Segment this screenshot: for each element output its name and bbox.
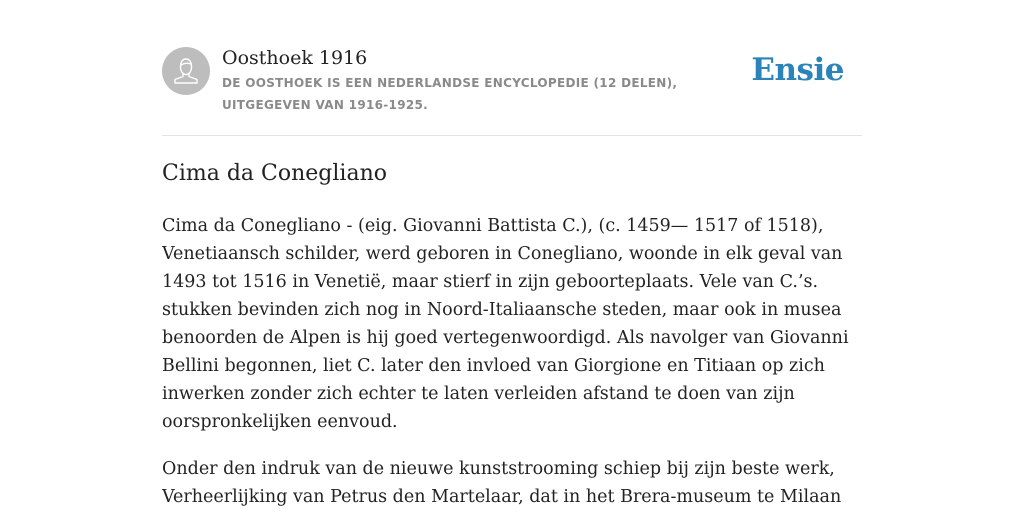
- page: [162, 0, 862, 512]
- source-header: [162, 46, 862, 136]
- header-divider: [162, 135, 862, 136]
- user-placeholder-icon: [162, 47, 210, 95]
- brand-logo-link[interactable]: Ensie: [751, 52, 844, 88]
- article-paragraph: Onder den indruk van de nieuwe kunststrooming schiep bij zijn beste werk, Verheerlijking van Petrus den Martelaar, dat in het Brera-museum te Milaan: [162, 459, 842, 507]
- source-avatar[interactable]: [162, 47, 210, 95]
- article-paragraph: Cima da Conegliano - (eig. Giovanni Battista C.), (c. 1459— 1517 of 1518), Venetiaansch schilder, werd geboren in Conegliano, woonde in elk geval van 1493 tot 1516 in Venetië, maar stierf in zijn geboorteplaats. Vele van C.’s. stukken bevinden zich nog in Noord-Italiaansche steden, maar ook in musea benoorden de Alpen is hij goed vertegenwoordigd. Als navolger van Giovanni Bellini begonnen, liet C. later den invloed van Giorgione en Titiaan op zich inwerken zonder zich echter te laten verleiden afstand te doen van zijn oorspronkelijken eenvoud.: [162, 216, 849, 432]
- article-body: [162, 212, 862, 512]
- source-description: DE OOSTHOEK IS EEN NEDERLANDSE ENCYCLOPEDIE (12 DELEN), UITGEGEVEN VAN 1916-1925.: [222, 76, 678, 112]
- source-title[interactable]: Oosthoek 1916: [222, 47, 368, 69]
- article-title: Cima da Conegliano: [162, 161, 387, 186]
